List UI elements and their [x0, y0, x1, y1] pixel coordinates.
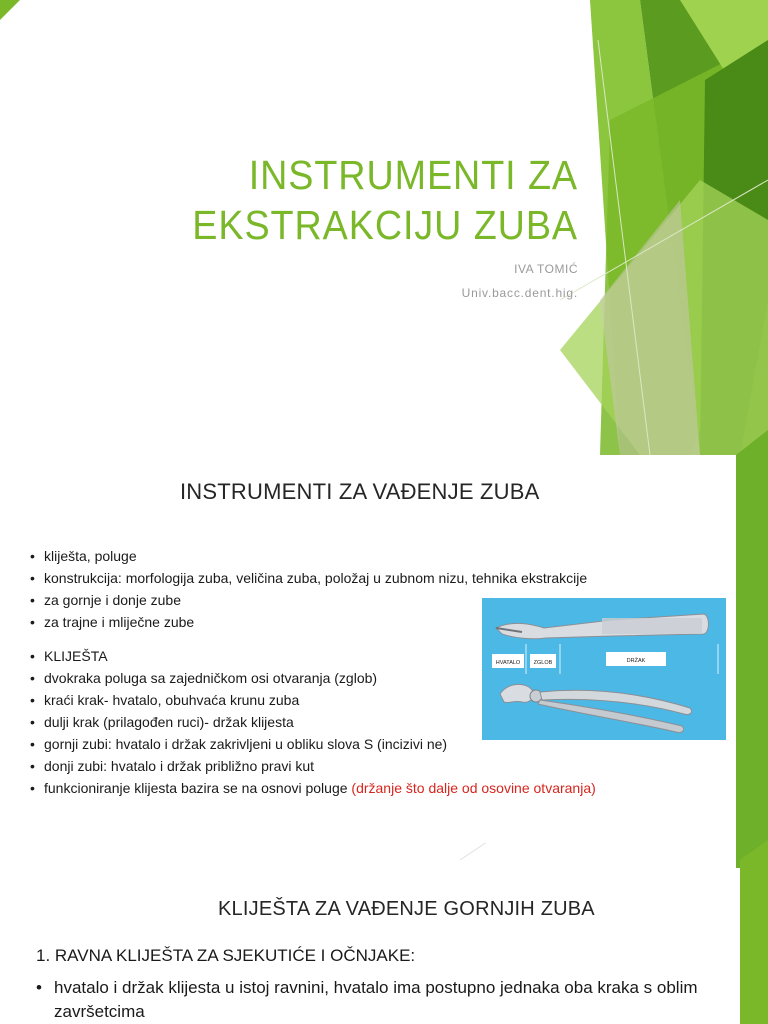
- slide3-title: KLIJEŠTA ZA VAĐENJE GORNJIH ZUBA: [218, 898, 595, 920]
- forceps-icon: [482, 598, 726, 740]
- list-item: • za gornje i donje zube: [30, 589, 596, 611]
- slide1-title-line2: EKSTRAKCIJU ZUBA: [192, 202, 578, 248]
- list-item: [30, 777, 596, 799]
- list-item-red-note: (držanje što dalje od osovine otvaranja): [351, 780, 596, 796]
- list-item: • dvokraka poluga sa zajedničkom osi otvaranja (zglob): [30, 667, 596, 689]
- slide2-title: INSTRUMENTI ZA VAĐENJE ZUBA: [180, 479, 540, 504]
- slide3-heading: 1. RAVNA KLIJEŠTA ZA SJEKUTIĆE I OČNJAKE:: [36, 946, 416, 965]
- slide1-title: [100, 150, 578, 250]
- list-item: • dulji krak (prilagođen ruci)- držak klijesta: [30, 711, 596, 733]
- list-item: • KLIJEŠTA: [30, 645, 596, 667]
- list-item: • za trajne i mliječne zube: [30, 611, 596, 633]
- list-item: • donji zubi: hvatalo i držak približno pravi kut: [30, 755, 596, 777]
- slide1-author: IVA TOMIĆ: [514, 262, 578, 276]
- slide1-title-line1: INSTRUMENTI ZA: [248, 152, 578, 198]
- list-item: • gornji zubi: hvatalo i držak zakrivljeni u obliku slova S (incizivi ne): [30, 733, 596, 755]
- list-item: • kliješta, poluge: [30, 545, 596, 567]
- slide-3: [0, 868, 740, 1024]
- slide3-bullet: • hvatalo i držak klijesta u istoj ravnini, hvatalo ima postupno jednaka oba kraka s oblim završetcima: [36, 976, 734, 1024]
- slide1-degree: Univ.bacc.dent.hig.: [461, 286, 578, 300]
- label-zglob: ZGLOB: [533, 660, 553, 666]
- forceps-photo: [482, 598, 726, 740]
- label-hvatalo: HVATALO: [495, 660, 521, 666]
- label-drzak: DRŽAK: [626, 658, 646, 664]
- slide-2: [0, 455, 736, 843]
- list-item: • kraći krak- hvatalo, obuhvaća krunu zuba: [30, 689, 596, 711]
- list-item-text: funkcioniranje klijesta bazira se na osnovi poluge: [44, 780, 348, 796]
- list-item: • konstrukcija: morfologija zuba, veličina zuba, položaj u zubnom nizu, tehnika ekstrakcije: [30, 567, 596, 589]
